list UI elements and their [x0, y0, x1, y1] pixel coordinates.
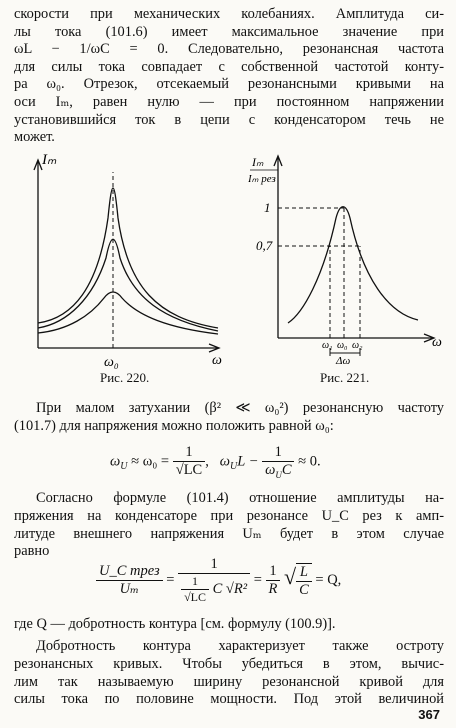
text-line: лы тока (101.6) имеет максимальное значение при [14, 23, 444, 40]
fraction: $\frac{1}{√LC}$ [173, 444, 206, 479]
text-line: установившийся ток в цепи с конденсатором течь не [14, 111, 444, 128]
text-line: При малом затухании (β² ≪ ω₀²) резонансную частоту [36, 400, 444, 416]
y-tick-1: 1 [264, 200, 271, 215]
text-line: лим так называемую ширину резонансной кривой для [14, 673, 444, 690]
text-line: резонансных кривых. Чтобы убедиться в этом, вычис- [14, 656, 444, 672]
paragraph-5-cont [14, 656, 444, 709]
fraction: $\frac{L}{C}$ [296, 563, 312, 599]
figure-221-caption: Рис. 221. [320, 370, 370, 385]
text-line: для силы тока совпадает с собственной частотой конту- [14, 58, 444, 75]
resonance-curve [288, 207, 418, 323]
text-line: где Q — добротность контура [см. формулу (100.9)]. [14, 616, 336, 632]
text-line: скорости при механических колебаниях. Амплитуда си- [14, 6, 444, 22]
x-tick-omega2: ω₂ [352, 340, 363, 351]
text-line: равно [14, 543, 50, 560]
paragraph-3-cont [14, 508, 444, 561]
delta-omega-label: Δω [336, 355, 351, 367]
figure-220-caption: Рис. 220. [100, 370, 150, 385]
paragraph-3 [14, 490, 444, 508]
text-line: (101.7) для напряжения можно положить равной ω₀: [14, 418, 334, 434]
fraction: $\frac{\text{U\_C mрез}}{\text{Uₘ}}$ [96, 563, 163, 598]
resonance-curve-1 [38, 188, 218, 328]
text-line: Согласно формуле (101.4) отношение амплитуды на- [36, 490, 444, 506]
fraction: 1 $\frac{1}{√LC}$ C √R² [178, 556, 250, 605]
x-tick-omega0: ω₀ [337, 340, 348, 351]
text-line: литуде внешнего напряжения Uₘ будет в этом случае [14, 525, 444, 542]
text-line: ра ω₀. Отрезок, отсекаемый резонансными кривыми на [14, 76, 444, 93]
x-axis-label: ω [212, 353, 222, 368]
formula-resonant-frequency: $\omega_U \approx \omega_0$ = $\frac{1}{√LC}$ , $\omega_UL$ − $\frac{1}{\omega_UC}$ ≈ 0. [110, 444, 321, 480]
text-line: пряжения на конденсаторе при резонансе U_C рез к амп- [14, 508, 444, 524]
paragraph-1 [14, 6, 444, 147]
page-number: 367 [418, 707, 440, 722]
y-tick-07: 0,7 [256, 238, 273, 253]
text-line: оси Iₘ, равен нулю — при постоянном напряжении [14, 93, 444, 110]
fraction: $\frac{1}{R}$ [266, 563, 281, 598]
text-line: ωL − 1/ωC = 0. Следовательно, резонансная частота [14, 41, 444, 58]
resonance-curve-2 [38, 239, 218, 331]
text-line: может. [14, 129, 55, 146]
y-axis-label: Iₘ [42, 152, 57, 168]
x-tick-omega1: ω₁ [322, 340, 333, 351]
text-line: Добротность контура характеризует также остроту [36, 638, 444, 654]
paragraph-4 [14, 616, 444, 634]
paragraph-2-cont [14, 418, 444, 436]
fraction: $\frac{1}{\omega_UC}$ [262, 444, 294, 480]
figure-221 [248, 148, 448, 368]
x-tick-omega0: ω₀ [104, 355, 119, 370]
paragraph-5 [14, 638, 444, 656]
y-axis-label-denominator: Iₘ рез [248, 173, 276, 185]
paragraph-2 [14, 400, 444, 418]
formula-quality-factor: $\frac{\text{U\_C mрез}}{\text{Uₘ}}$ = 1 $\frac{1}{√LC}$ C √R² = $\frac{1}{R}$ √ $\frac{L}{C}$ = Q, [96, 556, 341, 605]
y-axis-label-numerator: Iₘ [252, 155, 264, 169]
figure-220 [28, 148, 228, 373]
x-axis-label: ω [432, 335, 442, 350]
text-line: силы тока по половине мощности. Под этой величиной [14, 691, 444, 708]
